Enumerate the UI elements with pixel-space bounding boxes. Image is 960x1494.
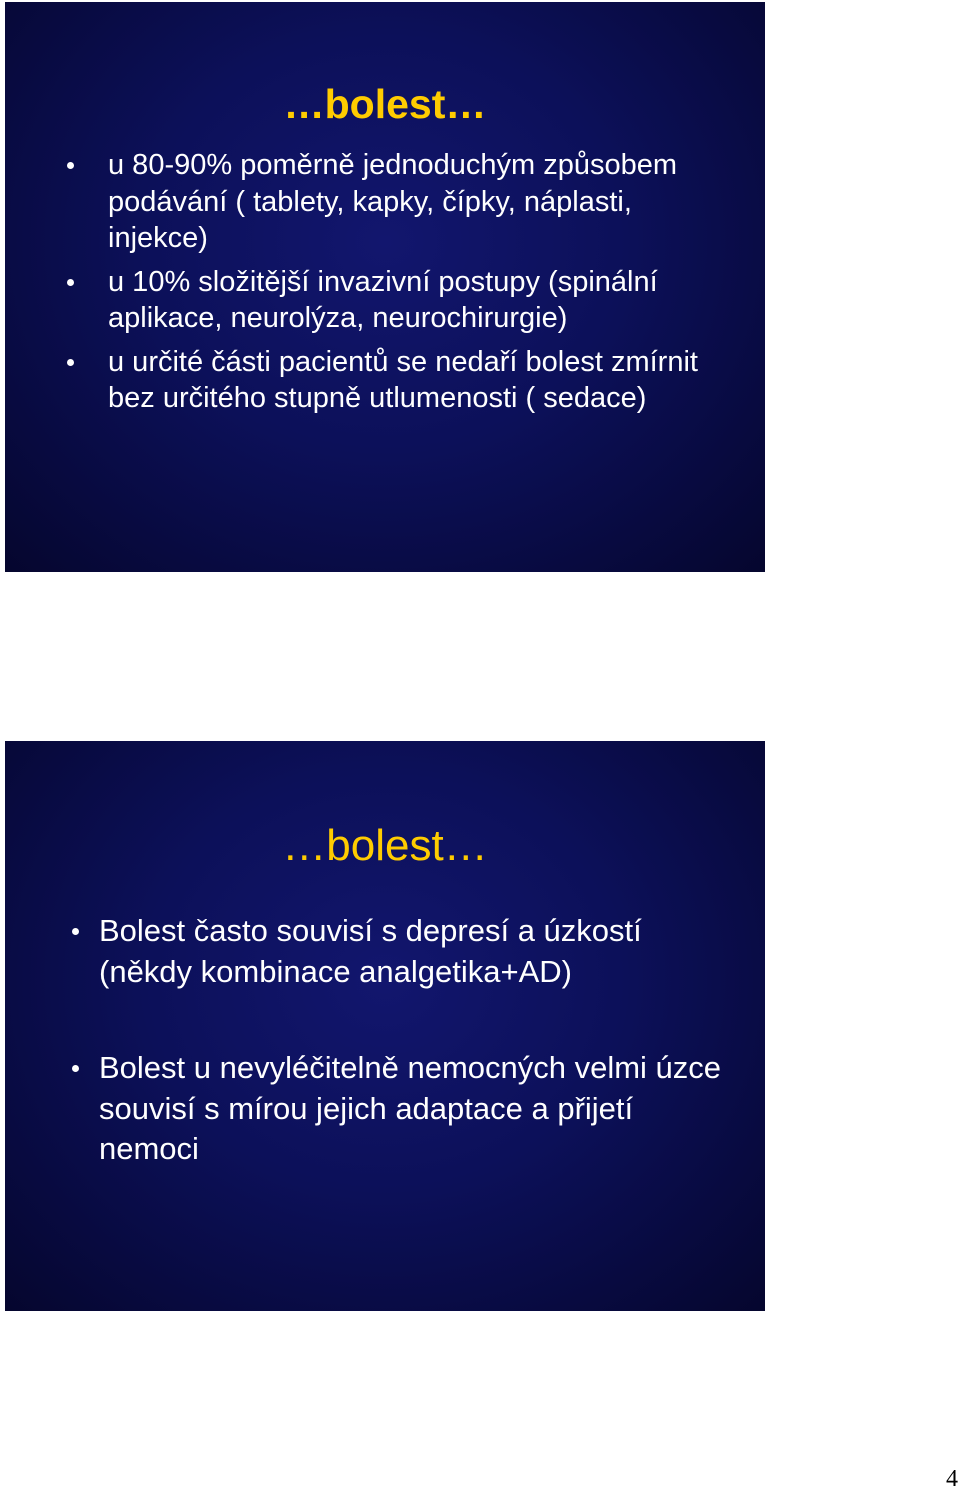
bullet-item bbox=[108, 264, 728, 337]
bullet-text: u 80-90% poměrně jednoduchým způsobem podávání ( tablety, kapky, čípky, náplasti, injekce) bbox=[108, 149, 678, 254]
bullet-dot-icon bbox=[72, 1065, 79, 1072]
bullet-dot-icon bbox=[67, 359, 74, 366]
bullet-text: Bolest u nevyléčitelně nemocných velmi úzce souvisí s mírou jejich adaptace a přijetí nemoci bbox=[99, 1050, 722, 1166]
slide-1-bullet-list bbox=[108, 147, 728, 424]
bullet-dot-icon bbox=[67, 162, 74, 169]
bullet-dot-icon bbox=[72, 928, 79, 935]
slide-2 bbox=[5, 741, 765, 1311]
bullet-text: u určité části pacientů se nedaří bolest zmírnit bez určitého stupně utlumenosti ( sedace) bbox=[108, 345, 698, 414]
slide-2-title: …bolest… bbox=[282, 821, 488, 870]
bullet-item bbox=[99, 911, 739, 992]
bullet-item bbox=[108, 147, 728, 257]
slide-2-bullet-list bbox=[99, 911, 739, 1226]
page-number: 4 bbox=[946, 1466, 958, 1492]
slide-1 bbox=[5, 2, 765, 572]
bullet-item bbox=[108, 344, 728, 417]
bullet-item bbox=[99, 1048, 739, 1170]
bullet-text: u 10% složitější invazivní postupy (spinální aplikace, neurolýza, neurochirurgie) bbox=[108, 265, 658, 334]
bullet-dot-icon bbox=[67, 279, 74, 286]
bullet-text: Bolest často souvisí s depresí a úzkostí (někdy kombinace analgetika+AD) bbox=[99, 913, 642, 989]
slide-1-title: …bolest… bbox=[283, 81, 487, 127]
